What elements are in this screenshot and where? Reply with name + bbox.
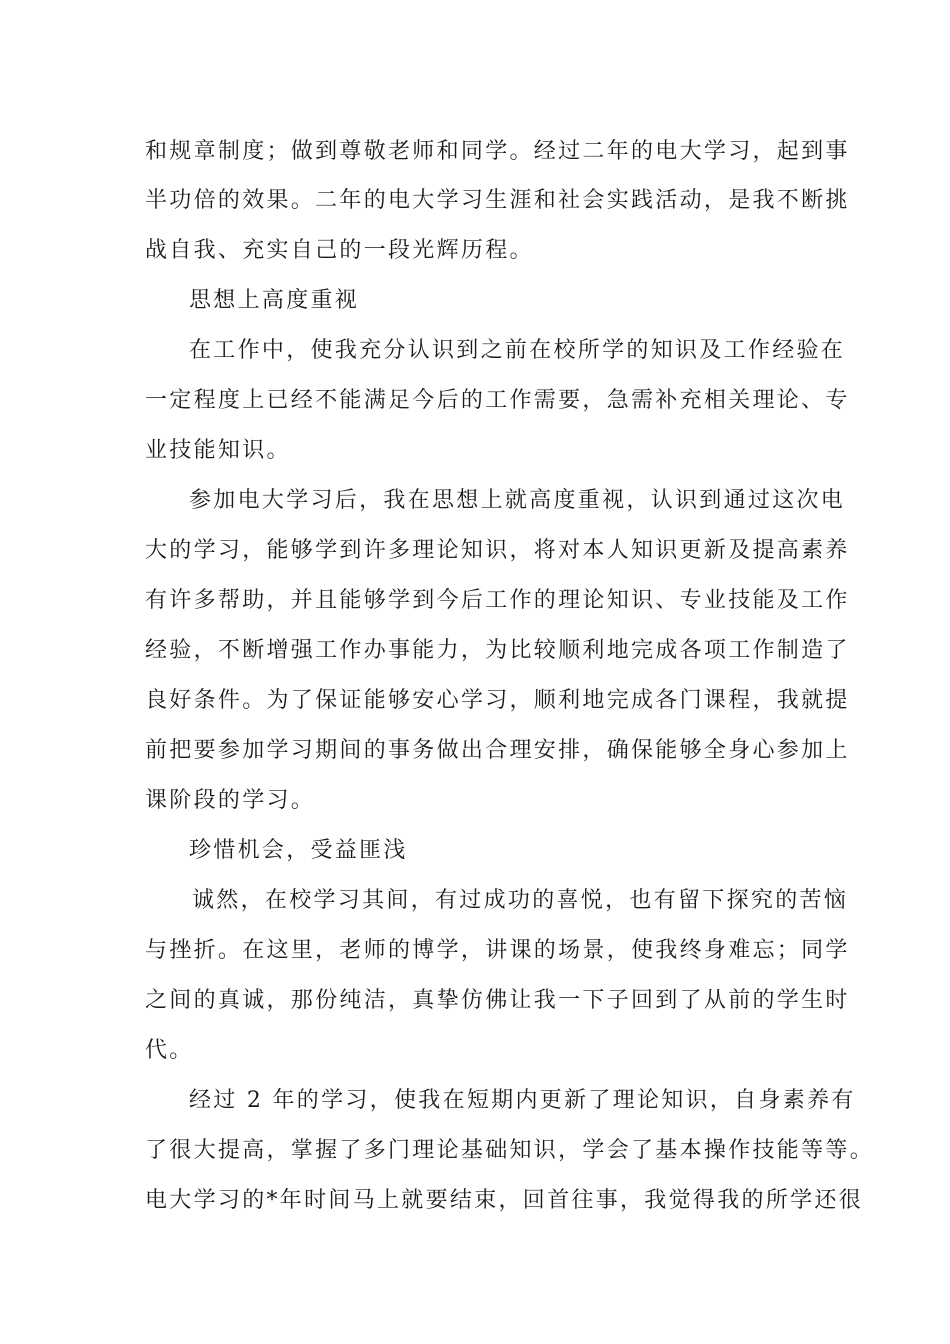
text-line: 经验，不断增强工作办事能力，为比较顺利地完成各项工作制造了 — [145, 638, 850, 663]
text-line: 有许多帮助，并且能够学到今后工作的理论知识、专业技能及工作 — [145, 588, 850, 613]
section-heading: 珍惜机会，受益匪浅 — [189, 838, 408, 863]
text-line: 前把要参加学习期间的事务做出合理安排，确保能够全身心参加上 — [145, 738, 850, 763]
text-line: 和规章制度；做到尊敬老师和同学。经过二年的电大学习，起到事 — [145, 139, 850, 164]
text-line: 大的学习，能够学到许多理论知识，将对本人知识更新及提高素养 — [145, 538, 850, 563]
text-line: 半功倍的效果。二年的电大学习生涯和社会实践活动，是我不断挑 — [145, 188, 850, 213]
text-line: 电大学习的*年时间马上就要结束，回首往事，我觉得我的所学还很 — [145, 1188, 864, 1213]
text-line: 了很大提高，掌握了多门理论基础知识，学会了基本操作技能等等。 — [145, 1138, 875, 1163]
text-line: 代。 — [145, 1038, 194, 1063]
text-line: 诚然，在校学习其间，有过成功的喜悦，也有留下探究的苦恼 — [192, 888, 849, 913]
text-line: 与挫折。在这里，老师的博学，讲课的场景，使我终身难忘；同学 — [145, 938, 850, 963]
text-line: 经过 2 年的学习，使我在短期内更新了理论知识，自身素养有 — [189, 1088, 856, 1113]
text-line: 参加电大学习后，我在思想上就高度重视，认识到通过这次电 — [189, 488, 846, 513]
text-line: 一定程度上已经不能满足今后的工作需要，急需补充相关理论、专 — [145, 388, 850, 413]
text-line: 课阶段的学习。 — [145, 788, 316, 813]
text-line: 良好条件。为了保证能够安心学习，顺利地完成各门课程，我就提 — [145, 688, 850, 713]
text-line: 战自我、充实自己的一段光辉历程。 — [145, 238, 534, 263]
section-heading: 思想上高度重视 — [189, 288, 360, 313]
text-line: 在工作中，使我充分认识到之前在校所学的知识及工作经验在 — [189, 338, 846, 363]
text-line: 业技能知识。 — [145, 438, 291, 463]
text-line: 之间的真诚，那份纯洁，真挚仿佛让我一下子回到了从前的学生时 — [145, 988, 850, 1013]
